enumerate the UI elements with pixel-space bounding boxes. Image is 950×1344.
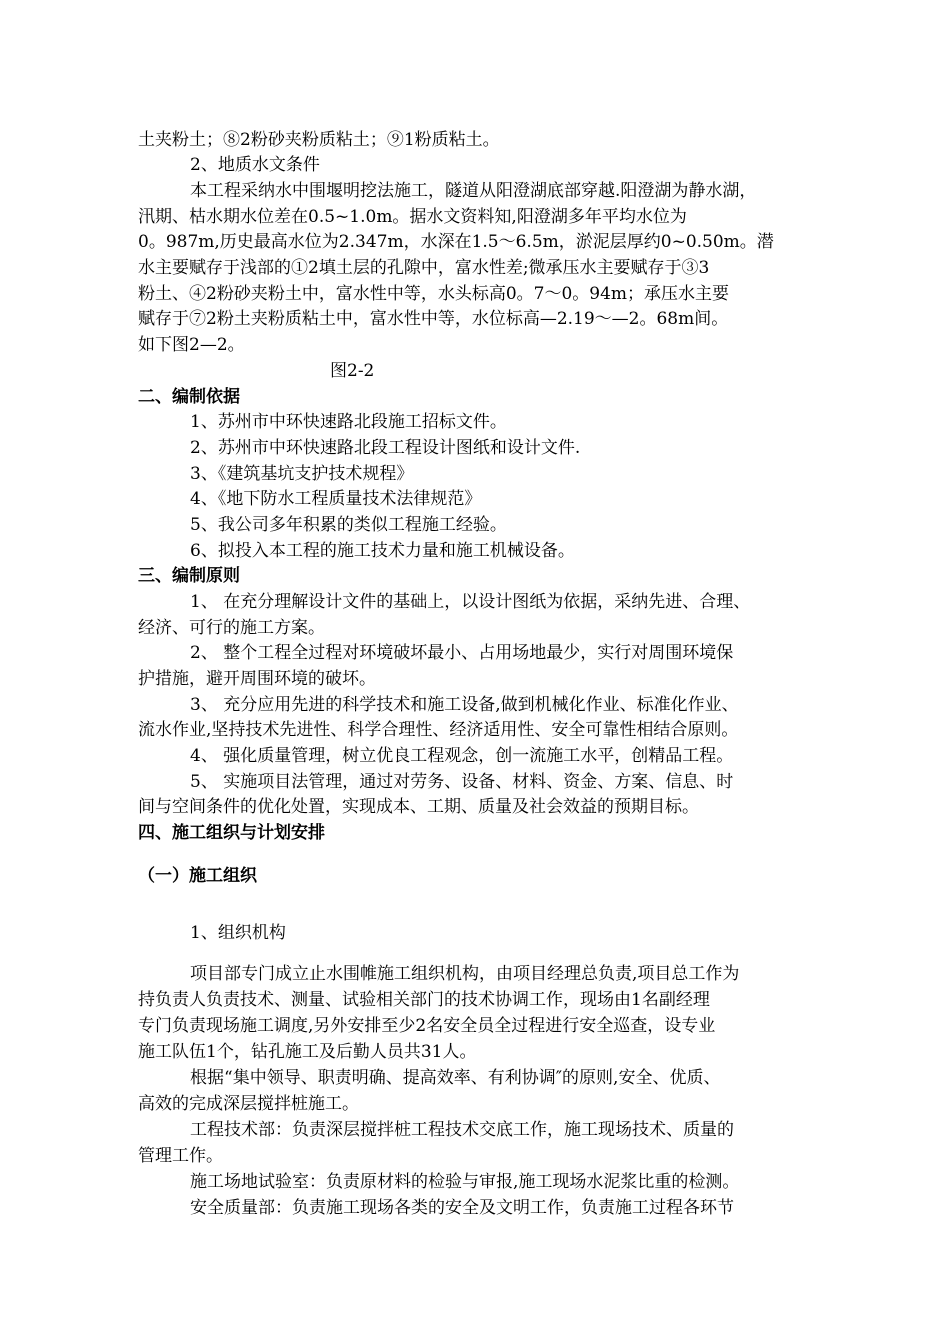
list-item: 4、 强化质量管理，树立优良工程观念，创一流施工水平，创精品工程。	[190, 746, 734, 766]
text-line: 0。987m,历史最高水位为2.347m，水深在1.5～6.5m，淤泥层厚约0~0.50m。潜	[138, 232, 774, 252]
list-item: 3、《建筑基坑支护技术规程》	[190, 464, 414, 484]
text-line: 根据“集中领导、职责明确、提高效率、有利协调″的原则,安全、优质、	[190, 1068, 721, 1088]
text-line: 管理工作。	[138, 1146, 223, 1166]
text-line: 安全质量部：负责施工现场各类的安全及文明工作，负责施工过程各环节	[190, 1198, 734, 1218]
list-item: 6、拟投入本工程的施工技术力量和施工机械设备。	[190, 541, 575, 561]
text-line: 如下图2—2。	[138, 335, 245, 355]
list-item: 5、我公司多年积累的类似工程施工经验。	[190, 515, 507, 535]
text-line: 施工队伍1个，钻孔施工及后勤人员共31人。	[138, 1042, 477, 1062]
list-item: 2、苏州市中环快速路北段工程设计图纸和设计文件.	[190, 438, 581, 458]
text-line: 施工场地试验室：负责原材料的检验与审报,施工现场水泥浆比重的检测。	[190, 1172, 740, 1192]
section-heading: 二、编制依据	[138, 387, 240, 407]
text-line: 护措施，避开周围环境的破坏。	[138, 669, 376, 689]
figure-caption: 图2-2	[330, 361, 375, 381]
text-line: 专门负责现场施工调度,另外安排至少2名安全员全过程进行安全巡查，设专业	[138, 1016, 716, 1036]
text-line: 赋存于⑦2粉土夹粉质粘土中，富水性中等，水位标高—2.19～—2。68m间。	[138, 309, 729, 329]
text-line: 粉土、④2粉砂夹粉土中，富水性中等，水头标高0。7～0。94m；承压水主要	[138, 284, 730, 304]
text-line: 项目部专门成立止水围帷施工组织机构，由项目经理总负责,项目总工作为	[190, 964, 740, 984]
list-item: 2、 整个工程全过程对环境破坏最小、占用场地最少，实行对周围环境保	[190, 643, 734, 663]
text-line: 工程技术部：负责深层搅拌桩工程技术交底工作，施工现场技术、质量的	[190, 1120, 734, 1140]
section-heading: 四、施工组织与计划安排	[138, 823, 325, 843]
text-line: 持负责人负责技术、测量、试验相关部门的技术协调工作，现场由1名副经理	[138, 990, 710, 1010]
text-line: 高效的完成深层搅拌桩施工。	[138, 1094, 359, 1114]
text-line: 流水作业,坚持技术先进性、科学合理性、经济适用性、安全可靠性相结合原则。	[138, 720, 739, 740]
list-item: 1、苏州市中环快速路北段施工招标文件。	[190, 412, 507, 432]
subheading: 1、组织机构	[190, 923, 286, 943]
text-line: 间与空间条件的优化处置，实现成本、工期、质量及社会效益的预期目标。	[138, 797, 699, 817]
list-item: 3、 充分应用先进的科学技术和施工设备,做到机械化作业、标准化作业、	[190, 695, 739, 715]
text-line: 经济、可行的施工方案。	[138, 618, 325, 638]
text-line: 水主要赋存于浅部的①2填土层的孔隙中，富水性差;微承压水主要赋存于③3	[138, 258, 710, 278]
subheading: 2、地质水文条件	[190, 155, 320, 175]
list-item: 1、 在充分理解设计文件的基础上，以设计图纸为依据，采纳先进、合理、	[190, 592, 751, 612]
text-line: 汛期、枯水期水位差在0.5~1.0m。据水文资料知,阳澄湖多年平均水位为	[138, 207, 687, 227]
subsection-heading: （一）施工组织	[138, 866, 257, 886]
text-line: 土夹粉土；⑧2粉砂夹粉质粘土；⑨1粉质粘土。	[138, 130, 500, 150]
section-heading: 三、编制原则	[138, 566, 240, 586]
text-line: 本工程采纳水中围堰明挖法施工，隧道从阳澄湖底部穿越.阳澄湖为静水湖，	[190, 181, 757, 201]
list-item: 5、 实施项目法管理，通过对劳务、设备、材料、资金、方案、信息、时	[190, 772, 734, 792]
list-item: 4、《地下防水工程质量技术法律规范》	[190, 489, 482, 509]
